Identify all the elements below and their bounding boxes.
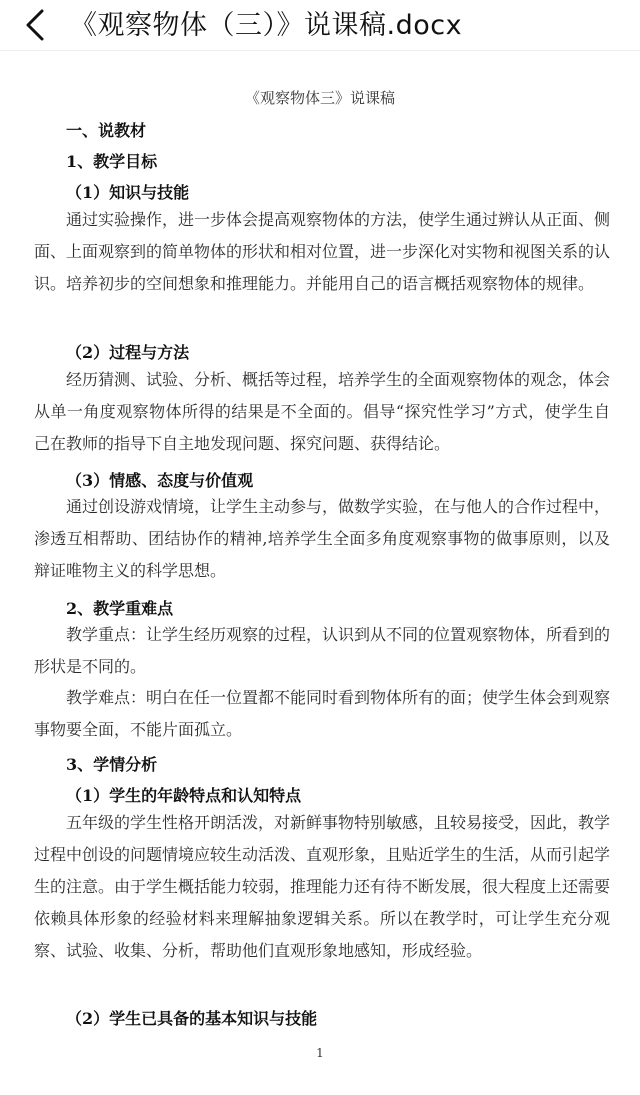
chevron-left-icon [24, 8, 46, 42]
paragraph: 通过实验操作，进一步体会提高观察物体的方法，使学生通过辨认从正面、侧面、上面观察到的简单物体的形状和相对位置，进一步深化对实物和视图关系的认识。培养初步的空间想象和推理能力。并能用自己的语言概括观察物体的规律。 [34, 210, 611, 293]
back-button[interactable] [0, 0, 70, 50]
subsection-heading: 1、教学目标 [66, 152, 158, 171]
paragraph: 经历猜测、试验、分析、概括等过程，培养学生的全面观察物体的观念，体会从单一角度观察物体所得的结果是不全面的。倡导“探究性学习”方式，使学生自己在教师的指导下自主地发现问题、探究问题、获得结论。 [34, 370, 611, 453]
section-heading: 一、说教材 [66, 121, 147, 140]
paragraph: 教学重点：让学生经历观察的过程，认识到从不同的位置观察物体，所看到的形状是不同的。 [34, 625, 611, 676]
subsection-heading: （1）知识与技能 [66, 183, 190, 202]
document-page [0, 70, 640, 1095]
file-title: 《观察物体（三）》说课稿.docx [70, 9, 463, 41]
subsection-heading: （2）学生已具备的基本知识与技能 [66, 1009, 318, 1028]
subsection-heading: （3）情感、态度与价值观 [66, 471, 254, 490]
top-bar [0, 0, 640, 51]
subsection-heading: （2）过程与方法 [66, 343, 190, 362]
paragraph: 五年级的学生性格开朗活泼，对新鲜事物特别敏感，且较易接受，因此，教学过程中创设的问题情境应较生动活泼、直观形象，且贴近学生的生活，从而引起学生的注意。由于学生概括能力较弱，推理能力还有待不断发展，很大程度上还需要依赖具体形象的经验材料来理解抽象逻辑关系。所以在教学时，可让学生充分观察、试验、收集、分析，帮助他们直观形象地感知，形成经验。 [34, 813, 611, 960]
subsection-heading: （1）学生的年龄特点和认知特点 [66, 786, 302, 805]
subsection-heading: 3、学情分析 [66, 755, 158, 774]
paragraph: 教学难点：明白在任一位置都不能同时看到物体所有的面；使学生体会到观察事物要全面，不能片面孤立。 [34, 688, 611, 739]
paragraph: 通过创设游戏情境，让学生主动参与，做数学实验，在与他人的合作过程中，渗透互相帮助、团结协作的精神,培养学生全面多角度观察事物的做事原则，以及辩证唯物主义的科学思想。 [34, 497, 611, 580]
document-title: 《观察物体三》说课稿 [244, 89, 395, 107]
subsection-heading: 2、教学重难点 [66, 599, 174, 618]
page-number: 1 [316, 1046, 324, 1060]
